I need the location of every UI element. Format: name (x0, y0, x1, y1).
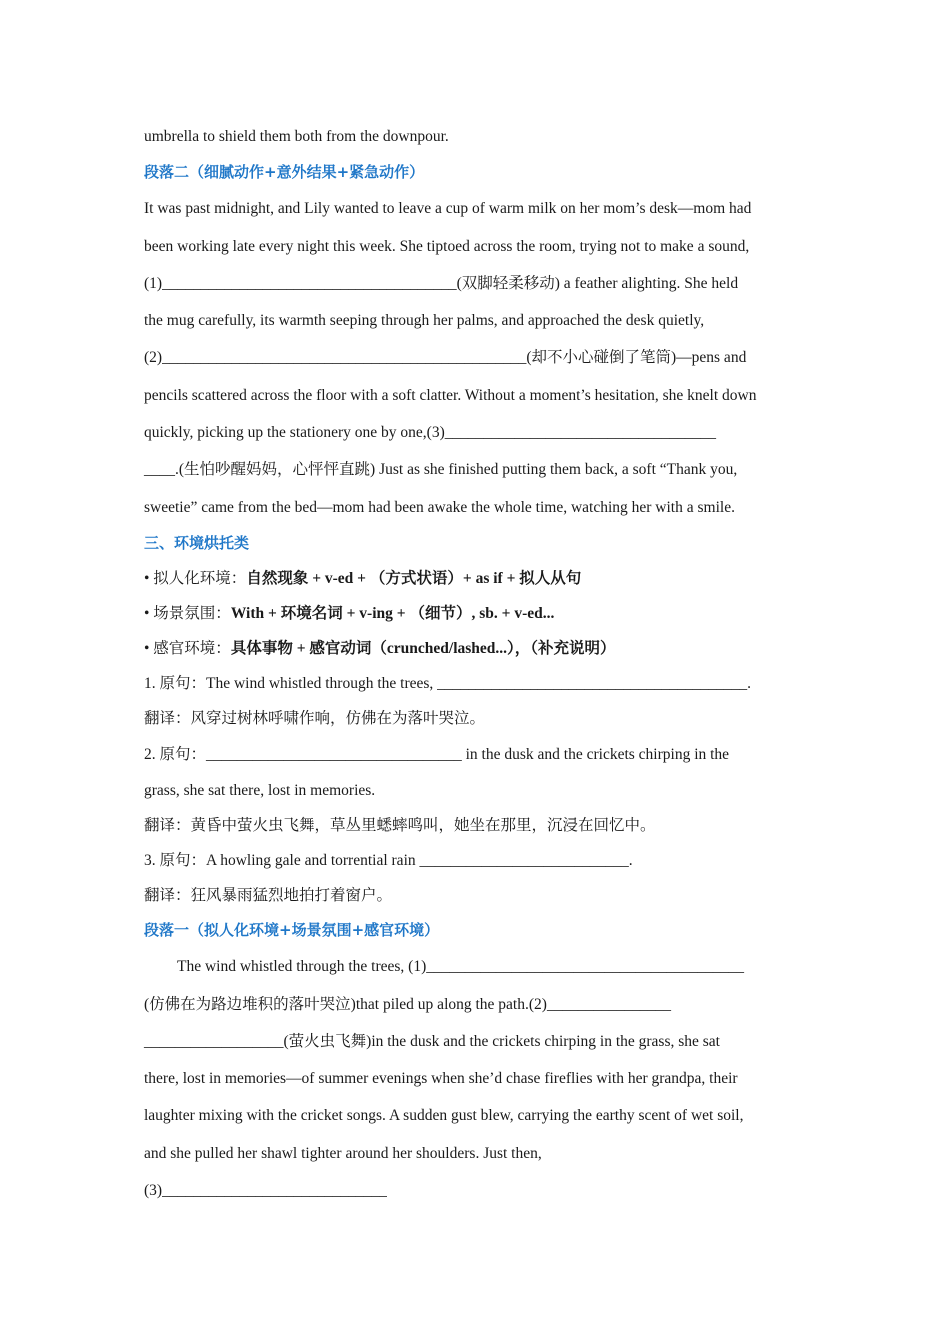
para2-line: sweetie” came from the bed—mom had been awake the whole time, watching her with a smile. (144, 498, 735, 516)
exercise-item: 2. 原句：_________________________________ in the dusk and the crickets chirping in the (144, 745, 730, 763)
para2-line: (2)_______________________________________________(却不小心碰倒了笔筒)—pens and (144, 349, 747, 367)
para2-line: It was past midnight, and Lily wanted to leave a cup of warm milk on her mom’s desk—mom had (144, 200, 752, 218)
bullet-label: • 场景氛围： (144, 604, 231, 622)
bullet-personification (144, 561, 808, 596)
para2-line: pencils scattered across the floor with a soft clatter. Without a moment’s hesitation, she knelt down (144, 386, 757, 404)
translation-item: 翻译：狂风暴雨猛烈地拍打着窗户。 (144, 887, 393, 905)
para2-line: quickly, picking up the stationery one by one,(3)___________________________________ (144, 424, 716, 442)
para1-line: __________________(萤火虫飞舞)in the dusk and the crickets chirping in the grass, she sat (144, 1032, 720, 1050)
translation-item: 翻译：风穿过树林呼啸作响，仿佛在为落叶哭泣。 (144, 709, 486, 727)
bullet-formula: 具体事物 + 感官动词（crunched/lashed...），（补充说明） (230, 639, 616, 657)
bullet-formula: 自然现象 + v-ed + （方式状语）+ as if + 拟人从句 (246, 569, 582, 587)
section3-heading: 三、环境烘托类 (144, 533, 250, 552)
para1-heading: 段落一（拟人化环境+场景氛围+感官环境） (144, 921, 440, 940)
para1-line: and she pulled her shawl tighter around her shoulders. Just then, (144, 1144, 542, 1162)
para1-line: (仿佛在为路边堆积的落叶哭泣)that piled up along the path.(2)________________ (144, 995, 671, 1013)
para1-line: (3)_____________________________ (144, 1182, 387, 1200)
section2-tail-text: umbrella to shield them both from the downpour. (144, 128, 449, 145)
exercise-item-continued: grass, she sat there, lost in memories. (144, 782, 376, 800)
bullet-sensory (144, 631, 808, 666)
translation-item: 翻译：黄昏中萤火虫飞舞，草丛里蟋蟀鸣叫，她坐在那里，沉浸在回忆中。 (144, 817, 656, 835)
para1-line: The wind whistled through the trees, (1)_________________________________________ (177, 958, 744, 976)
bullet-label: • 拟人化环境： (144, 569, 247, 587)
para2-line: been working late every night this week. She tiptoed across the room, trying not to make a sound, (144, 237, 750, 255)
bullet-atmosphere (144, 596, 808, 631)
document-page (144, 118, 808, 1209)
para2-heading: 段落二（细腻动作+意外结果+紧急动作） (144, 163, 425, 182)
exercise-item: 1. 原句：The wind whistled through the trees, ________________________________________. (144, 674, 752, 692)
exercise-item: 3. 原句：A howling gale and torrential rain ___________________________. (144, 852, 633, 870)
bullet-formula: With + 环境名词 + v-ing + （细节）, sb. + v-ed... (230, 604, 555, 622)
para1-line: there, lost in memories—of summer evenings when she’d chase fireflies with her grandpa, their (144, 1070, 738, 1088)
para2-line: ____.(生怕吵醒妈妈，心怦怦直跳) Just as she finished putting them back, a soft “Thank you, (144, 461, 738, 479)
bullet-label: • 感官环境： (144, 639, 231, 657)
para1-line: laughter mixing with the cricket songs. A sudden gust blew, carrying the earthy scent of wet soil, (144, 1107, 744, 1125)
para2-line: the mug carefully, its warmth seeping through her palms, and approached the desk quietly, (144, 312, 705, 330)
para2-line: (1)______________________________________(双脚轻柔移动) a feather alighting. She held (144, 274, 739, 292)
